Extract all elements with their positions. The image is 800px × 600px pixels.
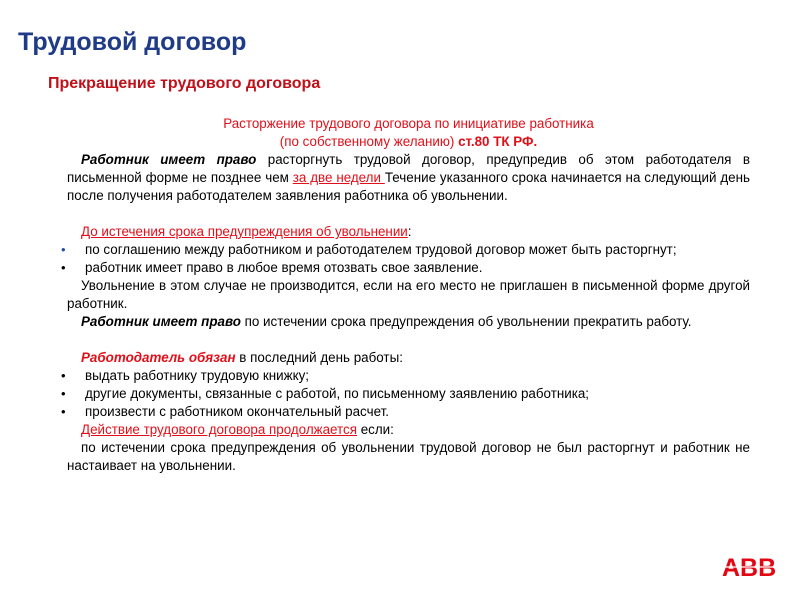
paragraph-stop-work <box>67 313 750 331</box>
contract-continues-link[interactable]: Действие трудового договора продолжается <box>81 422 357 437</box>
paragraph-stop-work-text: по истечении срока предупреждения об увольнении прекратить работу. <box>240 314 692 329</box>
paragraph-right <box>67 151 750 205</box>
paragraph-final: по истечении срока предупреждения об увольнении трудовой договор не был расторгнут и работник не настаивает на увольнении. <box>67 440 750 473</box>
list-item <box>61 385 750 403</box>
abb-logo-text: ABB <box>722 555 777 579</box>
list-item-text: по соглашению между работником и работодателем трудовой договор может быть расторгнут; <box>85 242 677 257</box>
list-item <box>61 367 750 385</box>
paragraph-right-lead: Работник имеет право <box>81 152 257 167</box>
bullet-icon: • <box>61 242 66 257</box>
page-title: Трудовой договор <box>18 28 247 56</box>
list-item <box>61 403 750 421</box>
two-weeks-link[interactable]: за две недели <box>292 170 385 185</box>
abb-logo-graphic <box>722 555 788 579</box>
paragraph-right-text2: Течение указанного срока начинается на следующий день после получения работодателем заявления работника об увольнении. <box>67 170 750 203</box>
list-item <box>61 241 750 259</box>
bullet-icon: • <box>61 404 66 419</box>
main-content <box>61 115 750 475</box>
bullet-icon: • <box>61 368 66 383</box>
notice-period-link[interactable]: До истечения срока предупреждения об увольнении <box>81 224 408 239</box>
heading-article: ст.80 ТК РФ. <box>458 134 538 149</box>
paragraph-stop-work-lead: Работник имеет право <box>81 314 241 329</box>
notice-period-colon: : <box>407 224 412 239</box>
paragraph-dismissal: Увольнение в этом случае не производится, если на его место не приглашен в письменной форме другой работник. <box>67 278 750 311</box>
heading-note: (по собственному желанию) <box>279 134 459 149</box>
list-item-text: выдать работнику трудовую книжку; <box>85 368 310 383</box>
contract-continues-text: если: <box>356 422 394 437</box>
contract-continues <box>67 421 750 439</box>
section-heading-line2 <box>67 133 750 151</box>
list-item-text: произвести с работником окончательный расчет. <box>85 404 389 419</box>
bullet-icon: • <box>61 260 66 275</box>
bullet-icon: • <box>61 386 66 401</box>
section-heading <box>67 115 750 151</box>
employer-duties-heading <box>67 349 750 367</box>
notice-period-heading <box>67 223 750 241</box>
list-item-text: работник имеет право в любое время отозвать свое заявление. <box>85 260 483 275</box>
employer-duties-lead: Работодатель обязан <box>81 350 236 365</box>
abb-logo <box>722 555 788 584</box>
paragraph-right-text1: расторгнуть трудовой договор, предупредив об этом работодателя в письменной форме не позднее чем <box>67 152 750 185</box>
employer-duties-text: в последний день работы: <box>235 350 403 365</box>
section-heading-line1: Расторжение трудового договора по инициативе работника <box>223 116 594 131</box>
page-subtitle: Прекращение трудового договора <box>48 75 321 92</box>
list-item-text: другие документы, связанные с работой, по письменному заявлению работника; <box>85 386 590 401</box>
list-item <box>61 259 750 277</box>
